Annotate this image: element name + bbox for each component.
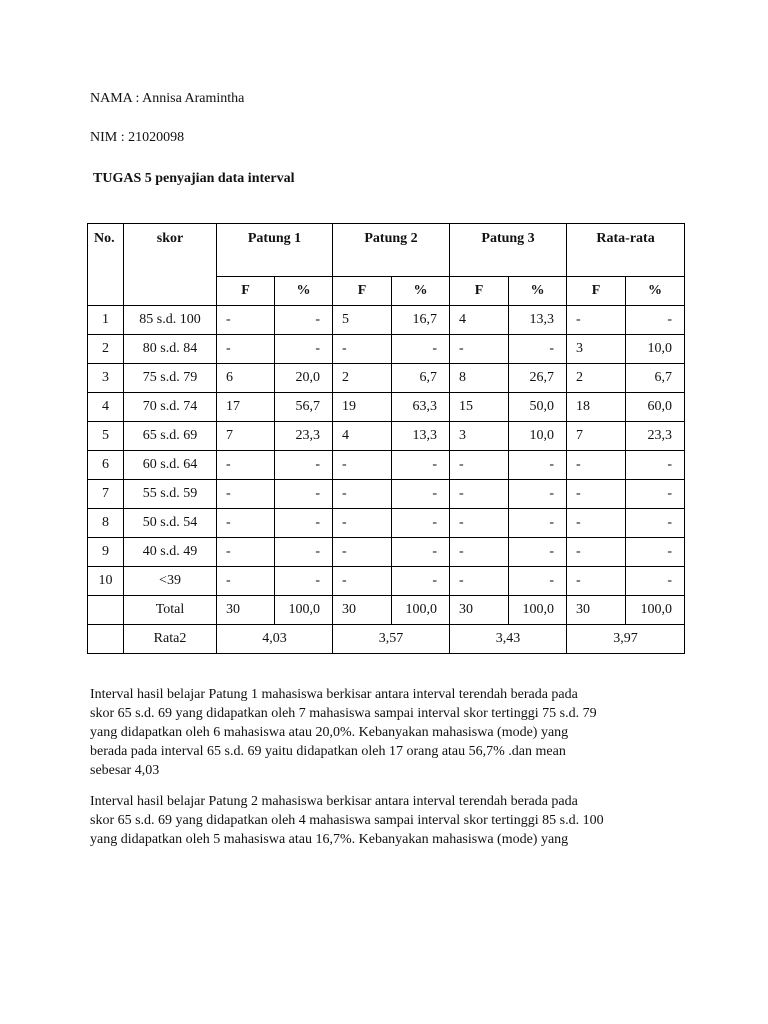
cell-f: - xyxy=(450,451,509,480)
header-pct: % xyxy=(275,277,333,306)
cell-pct: - xyxy=(626,480,685,509)
student-name: NAMA : Annisa Aramintha xyxy=(90,91,245,106)
table-row xyxy=(88,480,685,509)
cell-pct: 23,3 xyxy=(626,422,685,451)
cell-pct: 56,7 xyxy=(275,393,333,422)
cell-pct: 6,7 xyxy=(626,364,685,393)
header-no: No. xyxy=(88,224,124,306)
cell-f: - xyxy=(333,509,392,538)
row-no: 7 xyxy=(88,480,124,509)
cell-f: 15 xyxy=(450,393,509,422)
cell-f: 3 xyxy=(567,335,626,364)
total-f: 30 xyxy=(333,596,392,625)
cell-pct: 10,0 xyxy=(626,335,685,364)
paragraph-line: yang didapatkan oleh 6 mahasiswa atau 20,0%. Kebanyakan mahasiswa (mode) yang xyxy=(90,725,569,740)
cell-pct: - xyxy=(509,480,567,509)
cell-f: 17 xyxy=(217,393,275,422)
total-row xyxy=(88,596,685,625)
cell-f: 4 xyxy=(333,422,392,451)
rata2-row xyxy=(88,625,685,654)
cell-pct: - xyxy=(392,538,450,567)
cell-pct: 13,3 xyxy=(392,422,450,451)
cell-f: - xyxy=(567,509,626,538)
cell-f: - xyxy=(567,451,626,480)
paragraph-line: yang didapatkan oleh 5 mahasiswa atau 16,7%. Kebanyakan mahasiswa (mode) yang xyxy=(90,832,569,847)
row-no: 8 xyxy=(88,509,124,538)
cell-pct: - xyxy=(626,538,685,567)
cell-pct: - xyxy=(626,567,685,596)
cell-pct: - xyxy=(275,538,333,567)
cell-f: - xyxy=(450,567,509,596)
total-f: 30 xyxy=(567,596,626,625)
row-skor: 60 s.d. 64 xyxy=(124,451,217,480)
header-f: F xyxy=(333,277,392,306)
cell-pct: - xyxy=(392,509,450,538)
cell-f: - xyxy=(217,451,275,480)
cell-f: - xyxy=(217,306,275,335)
table-row xyxy=(88,451,685,480)
cell-f: - xyxy=(450,538,509,567)
table-row xyxy=(88,567,685,596)
paragraph-line: berada pada interval 65 s.d. 69 yaitu didapatkan oleh 17 orang atau 56,7% .dan mean xyxy=(90,744,566,759)
paragraph-line: Interval hasil belajar Patung 1 mahasiswa berkisar antara interval terendah berada pada xyxy=(90,687,578,702)
cell-pct: 20,0 xyxy=(275,364,333,393)
cell-f: 7 xyxy=(567,422,626,451)
cell-f: - xyxy=(450,480,509,509)
cell-f: - xyxy=(217,538,275,567)
cell-pct: - xyxy=(392,480,450,509)
cell-f: 18 xyxy=(567,393,626,422)
header-patung-2: Patung 2 xyxy=(333,224,450,277)
rata2-empty-cell xyxy=(88,625,124,654)
cell-pct: - xyxy=(626,509,685,538)
table-row xyxy=(88,422,685,451)
assignment-title: TUGAS 5 penyajian data interval xyxy=(93,171,295,186)
cell-pct: - xyxy=(509,538,567,567)
row-no: 4 xyxy=(88,393,124,422)
cell-pct: - xyxy=(392,335,450,364)
row-no: 1 xyxy=(88,306,124,335)
table-row xyxy=(88,538,685,567)
cell-f: - xyxy=(450,509,509,538)
header-patung-1: Patung 1 xyxy=(217,224,333,277)
cell-pct: 10,0 xyxy=(509,422,567,451)
cell-f: 5 xyxy=(333,306,392,335)
cell-pct: 16,7 xyxy=(392,306,450,335)
cell-f: - xyxy=(217,509,275,538)
table-row xyxy=(88,306,685,335)
row-skor: 40 s.d. 49 xyxy=(124,538,217,567)
student-nim: NIM : 21020098 xyxy=(90,130,185,145)
paragraph-line: skor 65 s.d. 69 yang didapatkan oleh 4 mahasiswa sampai interval skor tertinggi 85 s.d. 100 xyxy=(90,813,604,828)
cell-pct: - xyxy=(275,451,333,480)
cell-pct: - xyxy=(626,306,685,335)
row-no: 10 xyxy=(88,567,124,596)
row-no: 5 xyxy=(88,422,124,451)
cell-pct: - xyxy=(275,567,333,596)
header-pct: % xyxy=(626,277,685,306)
cell-f: - xyxy=(333,538,392,567)
total-label: Total xyxy=(124,596,217,625)
row-no: 2 xyxy=(88,335,124,364)
paragraph-patung-2 xyxy=(90,792,680,849)
cell-f: 4 xyxy=(450,306,509,335)
header-f: F xyxy=(450,277,509,306)
row-skor: 75 s.d. 79 xyxy=(124,364,217,393)
row-skor: <39 xyxy=(124,567,217,596)
rata2-patung-2: 3,57 xyxy=(333,625,450,654)
rata2-patung-3: 3,43 xyxy=(450,625,567,654)
table-row xyxy=(88,335,685,364)
cell-pct: 63,3 xyxy=(392,393,450,422)
cell-pct: 60,0 xyxy=(626,393,685,422)
cell-f: - xyxy=(567,306,626,335)
row-skor: 55 s.d. 59 xyxy=(124,480,217,509)
cell-f: - xyxy=(217,480,275,509)
total-f: 30 xyxy=(450,596,509,625)
cell-pct: - xyxy=(509,567,567,596)
total-pct: 100,0 xyxy=(509,596,567,625)
cell-pct: 26,7 xyxy=(509,364,567,393)
cell-f: - xyxy=(567,480,626,509)
cell-pct: - xyxy=(392,567,450,596)
header-skor: skor xyxy=(124,224,217,306)
cell-pct: - xyxy=(509,509,567,538)
row-skor: 80 s.d. 84 xyxy=(124,335,217,364)
total-empty-cell xyxy=(88,596,124,625)
cell-f: 2 xyxy=(567,364,626,393)
total-pct: 100,0 xyxy=(626,596,685,625)
paragraph-patung-1 xyxy=(90,685,680,780)
paragraph-line: sebesar 4,03 xyxy=(90,763,160,778)
cell-f: - xyxy=(333,480,392,509)
row-skor: 85 s.d. 100 xyxy=(124,306,217,335)
cell-pct: - xyxy=(275,335,333,364)
cell-f: 8 xyxy=(450,364,509,393)
header-rata-rata: Rata-rata xyxy=(567,224,685,277)
cell-f: - xyxy=(567,538,626,567)
table-row xyxy=(88,509,685,538)
cell-pct: - xyxy=(392,451,450,480)
cell-f: - xyxy=(217,335,275,364)
rata2-rata-rata: 3,97 xyxy=(567,625,685,654)
cell-pct: 6,7 xyxy=(392,364,450,393)
total-f: 30 xyxy=(217,596,275,625)
cell-pct: - xyxy=(275,306,333,335)
total-pct: 100,0 xyxy=(275,596,333,625)
cell-pct: - xyxy=(626,451,685,480)
cell-f: - xyxy=(217,567,275,596)
cell-f: 19 xyxy=(333,393,392,422)
row-no: 6 xyxy=(88,451,124,480)
cell-f: - xyxy=(567,567,626,596)
cell-pct: - xyxy=(509,335,567,364)
cell-f: 6 xyxy=(217,364,275,393)
paragraph-line: Interval hasil belajar Patung 2 mahasiswa berkisar antara interval terendah berada pada xyxy=(90,794,578,809)
cell-pct: - xyxy=(275,509,333,538)
table-row xyxy=(88,364,685,393)
cell-f: 2 xyxy=(333,364,392,393)
cell-f: - xyxy=(333,335,392,364)
cell-f: 3 xyxy=(450,422,509,451)
cell-pct: - xyxy=(509,451,567,480)
cell-f: - xyxy=(333,451,392,480)
cell-pct: 23,3 xyxy=(275,422,333,451)
header-pct: % xyxy=(509,277,567,306)
paragraph-line: skor 65 s.d. 69 yang didapatkan oleh 7 mahasiswa sampai interval skor tertinggi 75 s.d. 79 xyxy=(90,706,597,721)
cell-f: - xyxy=(450,335,509,364)
row-skor: 65 s.d. 69 xyxy=(124,422,217,451)
interval-data-table xyxy=(87,223,685,654)
rata2-patung-1: 4,03 xyxy=(217,625,333,654)
cell-f: 7 xyxy=(217,422,275,451)
header-f: F xyxy=(217,277,275,306)
row-no: 9 xyxy=(88,538,124,567)
rata2-label: Rata2 xyxy=(124,625,217,654)
table-row xyxy=(88,393,685,422)
row-skor: 50 s.d. 54 xyxy=(124,509,217,538)
cell-pct: 13,3 xyxy=(509,306,567,335)
row-skor: 70 s.d. 74 xyxy=(124,393,217,422)
cell-pct: - xyxy=(275,480,333,509)
header-pct: % xyxy=(392,277,450,306)
total-pct: 100,0 xyxy=(392,596,450,625)
cell-pct: 50,0 xyxy=(509,393,567,422)
row-no: 3 xyxy=(88,364,124,393)
header-patung-3: Patung 3 xyxy=(450,224,567,277)
cell-f: - xyxy=(333,567,392,596)
header-f: F xyxy=(567,277,626,306)
